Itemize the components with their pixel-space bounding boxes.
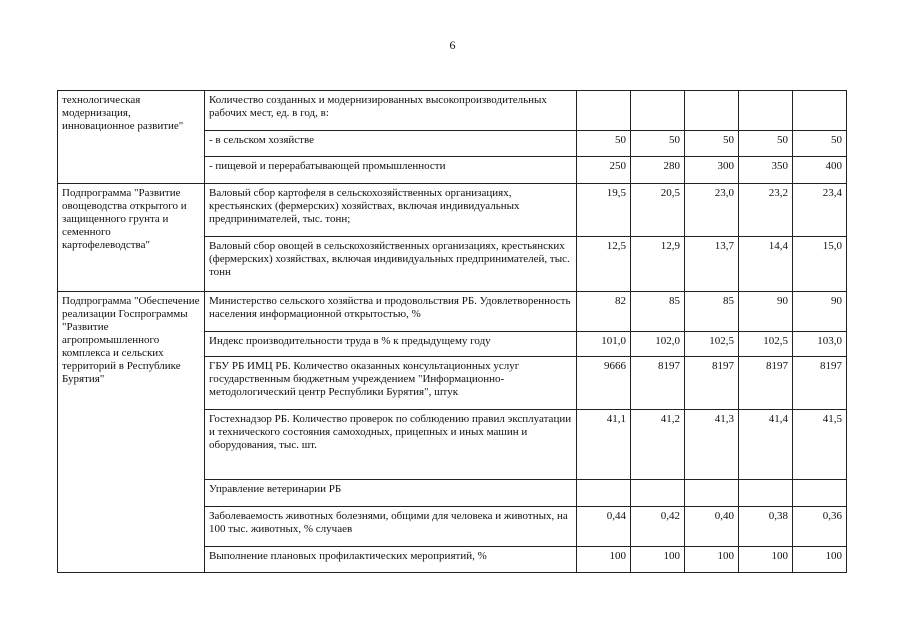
- value-cell: 100: [631, 547, 685, 573]
- value-cell: 12,5: [577, 237, 631, 292]
- indicator-cell: - в сельском хозяйстве: [205, 131, 577, 157]
- value-cell: [577, 91, 631, 131]
- indicator-cell: Индекс производительности труда в % к предыдущему году: [205, 332, 577, 357]
- value-cell: 41,5: [793, 410, 847, 480]
- value-cell: 23,4: [793, 184, 847, 237]
- value-cell: 0,40: [685, 507, 739, 547]
- value-cell: 50: [577, 131, 631, 157]
- value-cell: 41,3: [685, 410, 739, 480]
- indicator-cell: Валовый сбор овощей в сельскохозяйственных организациях, крестьянских (фермерских) хозяйствах, включая индивидуальных предпринимателей, тыс. тонн: [205, 237, 577, 292]
- value-cell: [793, 480, 847, 507]
- value-cell: 102,5: [739, 332, 793, 357]
- value-cell: 90: [793, 292, 847, 332]
- indicator-cell: - пищевой и перерабатывающей промышленности: [205, 157, 577, 184]
- value-cell: 41,1: [577, 410, 631, 480]
- page-number: 6: [449, 38, 456, 52]
- value-cell: [685, 91, 739, 131]
- table-row: [58, 292, 847, 332]
- table-body: [58, 91, 847, 573]
- indicator-cell: Выполнение плановых профилактических мероприятий, %: [205, 547, 577, 573]
- value-cell: 23,0: [685, 184, 739, 237]
- value-cell: 82: [577, 292, 631, 332]
- value-cell: 50: [685, 131, 739, 157]
- program-name-cell: технологическая модернизация, инновационное развитие": [58, 91, 205, 184]
- value-cell: [739, 480, 793, 507]
- value-cell: 50: [631, 131, 685, 157]
- value-cell: 250: [577, 157, 631, 184]
- value-cell: 100: [685, 547, 739, 573]
- value-cell: 400: [793, 157, 847, 184]
- value-cell: 19,5: [577, 184, 631, 237]
- value-cell: 41,2: [631, 410, 685, 480]
- value-cell: 300: [685, 157, 739, 184]
- value-cell: 100: [793, 547, 847, 573]
- value-cell: 20,5: [631, 184, 685, 237]
- indicator-cell: ГБУ РБ ИМЦ РБ. Количество оказанных консультационных услуг государственным бюджетным учреждением "Информационно-методологический центр Республики Бурятия", штук: [205, 357, 577, 410]
- value-cell: 100: [577, 547, 631, 573]
- table-row: [58, 91, 847, 131]
- value-cell: 8197: [631, 357, 685, 410]
- value-cell: 0,44: [577, 507, 631, 547]
- value-cell: [577, 480, 631, 507]
- value-cell: 50: [793, 131, 847, 157]
- indicator-cell: Управление ветеринарии РБ: [205, 480, 577, 507]
- indicator-cell: Валовый сбор картофеля в сельскохозяйственных организациях, крестьянских (фермерских) хозяйствах, включая индивидуальных предпринимателей, тыс. тонн;: [205, 184, 577, 237]
- value-cell: 13,7: [685, 237, 739, 292]
- indicator-cell: Министерство сельского хозяйства и продовольствия РБ. Удовлетворенность населения информационной открытостью, %: [205, 292, 577, 332]
- value-cell: 0,36: [793, 507, 847, 547]
- program-name-cell: Подпрограмма "Обеспечение реализации Госпрограммы "Развитие агропромышленного комплекса и сельских территорий в Республике Бурятия": [58, 292, 205, 573]
- value-cell: 12,9: [631, 237, 685, 292]
- value-cell: 85: [631, 292, 685, 332]
- indicator-cell: Гостехнадзор РБ. Количество проверок по соблюдению правил эксплуатации и технического состояния самоходных, прицепных и иных машин и оборудования, тыс. шт.: [205, 410, 577, 480]
- value-cell: 0,38: [739, 507, 793, 547]
- value-cell: 41,4: [739, 410, 793, 480]
- value-cell: 90: [739, 292, 793, 332]
- indicator-cell: Количество созданных и модернизированных высокопроизводительных рабочих мест, ед. в год, в:: [205, 91, 577, 131]
- value-cell: 8197: [685, 357, 739, 410]
- value-cell: 103,0: [793, 332, 847, 357]
- value-cell: 350: [739, 157, 793, 184]
- program-name-cell: Подпрограмма "Развитие овощеводства открытого и защищенного грунта и семенного картофелеводства": [58, 184, 205, 292]
- value-cell: [631, 480, 685, 507]
- value-cell: 14,4: [739, 237, 793, 292]
- value-cell: 102,5: [685, 332, 739, 357]
- indicator-cell: Заболеваемость животных болезнями, общими для человека и животных, на 100 тыс. животных, % случаев: [205, 507, 577, 547]
- value-cell: 8197: [793, 357, 847, 410]
- value-cell: 280: [631, 157, 685, 184]
- value-cell: 15,0: [793, 237, 847, 292]
- value-cell: 9666: [577, 357, 631, 410]
- value-cell: 23,2: [739, 184, 793, 237]
- value-cell: [739, 91, 793, 131]
- indicators-table: [57, 90, 847, 573]
- value-cell: 85: [685, 292, 739, 332]
- value-cell: 50: [739, 131, 793, 157]
- value-cell: 0,42: [631, 507, 685, 547]
- value-cell: 100: [739, 547, 793, 573]
- value-cell: 8197: [739, 357, 793, 410]
- value-cell: [793, 91, 847, 131]
- table-row: [58, 184, 847, 237]
- value-cell: [631, 91, 685, 131]
- value-cell: [685, 480, 739, 507]
- value-cell: 102,0: [631, 332, 685, 357]
- value-cell: 101,0: [577, 332, 631, 357]
